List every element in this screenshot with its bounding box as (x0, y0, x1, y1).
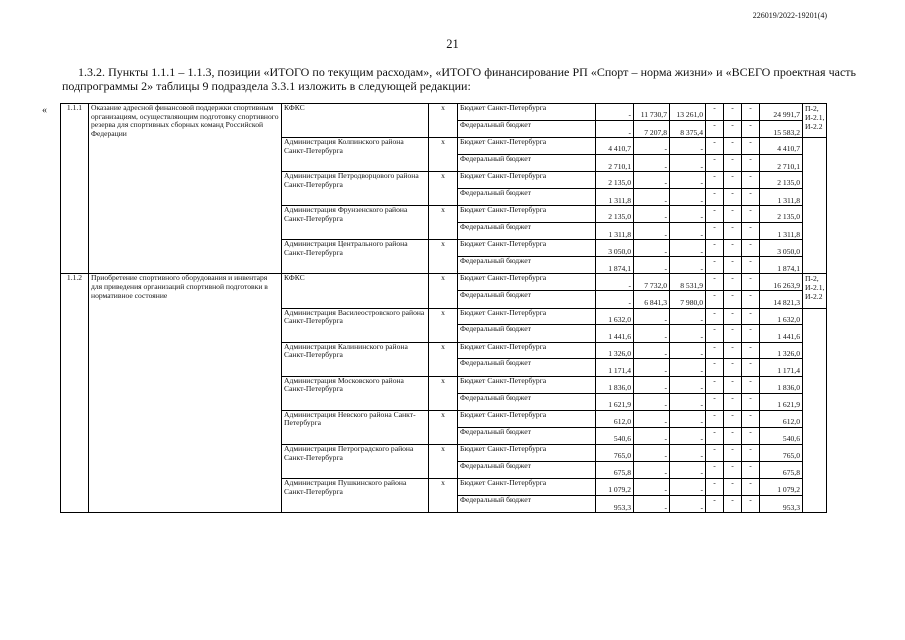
amount-cell: - (634, 479, 670, 496)
amount-cell: - (706, 495, 724, 512)
item-name: Приобретение спортивного оборудования и инвентаря для приведения организаций спортивной подготовки в нормативное состояние (89, 274, 282, 513)
amount-cell: - (742, 410, 760, 427)
amount-cell: - (724, 257, 742, 274)
amount-cell: - (634, 359, 670, 376)
amount-cell: 3 050,0 (596, 240, 634, 257)
amount-cell: - (742, 479, 760, 496)
amount-cell: 2 135,0 (596, 172, 634, 189)
indicator-empty (803, 308, 827, 513)
amount-cell: - (670, 154, 706, 171)
x-mark: x (429, 410, 458, 444)
amount-cell: 1 311,8 (596, 188, 634, 205)
budget-source: Федеральный бюджет (458, 291, 596, 308)
amount-cell: - (670, 223, 706, 240)
amount-cell: - (724, 495, 742, 512)
x-mark: x (429, 308, 458, 342)
amount-cell: - (706, 427, 724, 444)
amount-cell: - (634, 240, 670, 257)
amount-cell: - (634, 393, 670, 410)
executor-name: Администрация Василеостровского района Санкт-Петербурга (282, 308, 429, 342)
amount-cell: - (670, 257, 706, 274)
amount-cell: 1 311,8 (760, 223, 803, 240)
amount-cell: - (724, 274, 742, 291)
amount-cell: - (634, 444, 670, 461)
amount-cell: - (706, 342, 724, 359)
executor-name: Администрация Московского района Санкт-Петербурга (282, 376, 429, 410)
budget-source: Бюджет Санкт-Петербурга (458, 138, 596, 155)
item-number: 1.1.1 (61, 104, 89, 274)
amount-cell: - (706, 257, 724, 274)
amount-cell: 1 079,2 (596, 479, 634, 496)
amount-cell: - (742, 172, 760, 189)
amount-cell: 2 135,0 (760, 206, 803, 223)
amount-cell: - (634, 206, 670, 223)
amount-cell: - (706, 206, 724, 223)
budget-source: Бюджет Санкт-Петербурга (458, 172, 596, 189)
amount-cell: - (742, 257, 760, 274)
amount-cell: - (670, 325, 706, 342)
amount-cell: - (724, 325, 742, 342)
amount-cell: - (706, 104, 724, 121)
x-mark: x (429, 274, 458, 308)
amount-cell: 612,0 (596, 410, 634, 427)
amount-cell: - (724, 359, 742, 376)
amount-cell: - (706, 444, 724, 461)
amount-cell: - (706, 376, 724, 393)
amount-cell: - (742, 495, 760, 512)
amount-cell: - (706, 172, 724, 189)
amount-cell: - (742, 376, 760, 393)
item-name: Оказание адресной финансовой поддержки спортивным организациям, осуществляющим подготовку спортивного резерва для спортивных сборных команд Российской Федерации (89, 104, 282, 274)
amount-cell: - (742, 427, 760, 444)
amount-cell: - (634, 308, 670, 325)
amount-cell: 6 841,3 (634, 291, 670, 308)
amount-cell: - (634, 461, 670, 478)
amount-cell: - (742, 138, 760, 155)
amount-cell: - (634, 410, 670, 427)
amount-cell: 540,6 (596, 427, 634, 444)
amount-cell: - (670, 410, 706, 427)
amount-cell: - (634, 172, 670, 189)
amount-cell: - (724, 342, 742, 359)
budget-source: Федеральный бюджет (458, 120, 596, 137)
executor-name: Администрация Фрунзенского района Санкт-Петербурга (282, 206, 429, 240)
amount-cell: - (706, 359, 724, 376)
amount-cell: - (706, 393, 724, 410)
amount-cell: 2 135,0 (596, 206, 634, 223)
amount-cell: - (724, 461, 742, 478)
indicator-codes: П-2, И-2.1, И-2.2 (803, 104, 827, 138)
amount-cell: 675,8 (596, 461, 634, 478)
budget-source: Бюджет Санкт-Петербурга (458, 104, 596, 121)
amount-cell: 7 980,0 (670, 291, 706, 308)
amount-cell: 2 710,1 (596, 154, 634, 171)
amount-cell: - (706, 120, 724, 137)
amount-cell: - (724, 138, 742, 155)
amount-cell: - (724, 376, 742, 393)
amount-cell: - (670, 427, 706, 444)
amount-cell: 1 621,9 (760, 393, 803, 410)
amount-cell: 8 531,9 (670, 274, 706, 291)
amount-cell: 1 836,0 (760, 376, 803, 393)
amount-cell: 1 621,9 (596, 393, 634, 410)
amount-cell: 1 326,0 (596, 342, 634, 359)
amount-cell: 1 632,0 (760, 308, 803, 325)
executor-name: Администрация Невского района Санкт-Петербурга (282, 410, 429, 444)
amount-cell: - (634, 188, 670, 205)
x-mark: x (429, 479, 458, 513)
amount-cell: 1 441,6 (760, 325, 803, 342)
amount-cell: - (742, 223, 760, 240)
amount-cell: - (724, 410, 742, 427)
budget-source: Бюджет Санкт-Петербурга (458, 479, 596, 496)
amount-cell: 612,0 (760, 410, 803, 427)
amount-cell: - (724, 393, 742, 410)
amount-cell: - (670, 393, 706, 410)
amount-cell: - (706, 188, 724, 205)
amount-cell: - (742, 342, 760, 359)
budget-source: Бюджет Санкт-Петербурга (458, 240, 596, 257)
amount-cell: - (724, 154, 742, 171)
amount-cell: - (706, 154, 724, 171)
amount-cell: - (596, 120, 634, 137)
page-number: 21 (446, 37, 459, 51)
amount-cell: 13 261,0 (670, 104, 706, 121)
amount-cell: - (742, 188, 760, 205)
budget-source: Федеральный бюджет (458, 325, 596, 342)
x-mark: x (429, 342, 458, 376)
amount-cell: 16 263,9 (760, 274, 803, 291)
amount-cell: - (634, 154, 670, 171)
amount-cell: - (670, 240, 706, 257)
amount-cell: 14 821,3 (760, 291, 803, 308)
amount-cell: - (742, 206, 760, 223)
amount-cell: - (742, 240, 760, 257)
executor-name: Администрация Петроградского района Санкт-Петербурга (282, 444, 429, 478)
amount-cell: 24 991,7 (760, 104, 803, 121)
budget-source: Бюджет Санкт-Петербурга (458, 274, 596, 291)
amount-cell: - (670, 376, 706, 393)
amount-cell: - (670, 461, 706, 478)
amount-cell: - (724, 427, 742, 444)
amount-cell: 11 730,7 (634, 104, 670, 121)
amount-cell: 1 874,1 (760, 257, 803, 274)
x-mark: x (429, 240, 458, 274)
amount-cell: 8 375,4 (670, 120, 706, 137)
amount-cell: - (670, 479, 706, 496)
amount-cell: 1 441,6 (596, 325, 634, 342)
amount-cell: - (742, 120, 760, 137)
amount-cell: 953,3 (760, 495, 803, 512)
budget-source: Федеральный бюджет (458, 188, 596, 205)
amount-cell: - (742, 308, 760, 325)
executor-name: КФКС (282, 104, 429, 138)
amount-cell: - (742, 291, 760, 308)
budget-source: Федеральный бюджет (458, 223, 596, 240)
amount-cell: 1 874,1 (596, 257, 634, 274)
amount-cell: - (742, 359, 760, 376)
amount-cell: - (724, 188, 742, 205)
budget-source: Федеральный бюджет (458, 257, 596, 274)
amount-cell: - (670, 188, 706, 205)
amount-cell: 765,0 (596, 444, 634, 461)
amount-cell: 765,0 (760, 444, 803, 461)
x-mark: x (429, 138, 458, 172)
budget-source: Федеральный бюджет (458, 461, 596, 478)
amount-cell: - (670, 444, 706, 461)
amount-cell: - (670, 138, 706, 155)
amount-cell: - (724, 291, 742, 308)
executor-name: Администрация Калининского района Санкт-Петербурга (282, 342, 429, 376)
amount-cell: 7 732,0 (634, 274, 670, 291)
amount-cell: - (742, 444, 760, 461)
executor-name: Администрация Центрального района Санкт-Петербурга (282, 240, 429, 274)
budget-source: Федеральный бюджет (458, 359, 596, 376)
amount-cell: 675,8 (760, 461, 803, 478)
amount-cell: - (706, 223, 724, 240)
amount-cell: - (724, 308, 742, 325)
budget-source: Бюджет Санкт-Петербурга (458, 376, 596, 393)
amount-cell: 1 326,0 (760, 342, 803, 359)
amount-cell: 7 207,8 (634, 120, 670, 137)
amount-cell: - (724, 172, 742, 189)
amount-cell: - (706, 410, 724, 427)
executor-name: КФКС (282, 274, 429, 308)
amount-cell: - (706, 461, 724, 478)
amount-cell: - (724, 206, 742, 223)
x-mark: x (429, 444, 458, 478)
amount-cell: - (596, 274, 634, 291)
amount-cell: - (742, 104, 760, 121)
amount-cell: 2 135,0 (760, 172, 803, 189)
executor-name: Администрация Пушкинского района Санкт-Петербурга (282, 479, 429, 513)
amount-cell: - (634, 257, 670, 274)
amount-cell: - (670, 206, 706, 223)
budget-source: Бюджет Санкт-Петербурга (458, 410, 596, 427)
budget-source: Бюджет Санкт-Петербурга (458, 444, 596, 461)
budget-source: Федеральный бюджет (458, 495, 596, 512)
amount-cell: - (706, 138, 724, 155)
amount-cell: 540,6 (760, 427, 803, 444)
indicator-codes: П-2, И-2.1, И-2.2 (803, 274, 827, 308)
amount-cell: - (634, 223, 670, 240)
amount-cell: 15 583,2 (760, 120, 803, 137)
table-row (61, 274, 827, 291)
amount-cell: - (724, 240, 742, 257)
amount-cell: - (670, 308, 706, 325)
amount-cell: - (706, 240, 724, 257)
amount-cell: - (634, 342, 670, 359)
amount-cell: 2 710,1 (760, 154, 803, 171)
budget-source: Бюджет Санкт-Петербурга (458, 308, 596, 325)
amount-cell: - (670, 172, 706, 189)
amount-cell: - (742, 393, 760, 410)
amount-cell: - (724, 104, 742, 121)
executor-name: Администрация Колпинского района Санкт-Петербурга (282, 138, 429, 172)
amount-cell: 953,3 (596, 495, 634, 512)
executor-name: Администрация Петродворцового района Санкт-Петербурга (282, 172, 429, 206)
x-mark: x (429, 206, 458, 240)
indicator-empty (803, 138, 827, 274)
amount-cell: 4 410,7 (596, 138, 634, 155)
budget-source: Бюджет Санкт-Петербурга (458, 342, 596, 359)
amount-cell: - (670, 359, 706, 376)
amount-cell: 1 836,0 (596, 376, 634, 393)
amount-cell: 1 171,4 (596, 359, 634, 376)
financing-table (60, 103, 827, 513)
amount-cell: - (706, 479, 724, 496)
amount-cell: - (724, 444, 742, 461)
x-mark: x (429, 104, 458, 138)
amount-cell: - (706, 291, 724, 308)
item-number: 1.1.2 (61, 274, 89, 513)
amount-cell: 1 311,8 (596, 223, 634, 240)
amount-cell: - (724, 223, 742, 240)
amount-cell: - (596, 104, 634, 121)
amount-cell: 3 050,0 (760, 240, 803, 257)
amount-cell: - (634, 325, 670, 342)
amount-cell: 1 311,8 (760, 188, 803, 205)
x-mark: x (429, 172, 458, 206)
amount-cell: - (670, 342, 706, 359)
amount-cell: - (634, 376, 670, 393)
amount-cell: - (742, 154, 760, 171)
budget-source: Федеральный бюджет (458, 427, 596, 444)
amount-cell: - (706, 274, 724, 291)
budget-source: Федеральный бюджет (458, 393, 596, 410)
amount-cell: - (706, 308, 724, 325)
amount-cell: 1 171,4 (760, 359, 803, 376)
opening-quote: « (42, 105, 47, 116)
document-id: 226019/2022-19201(4) (752, 11, 827, 20)
amount-cell: - (670, 495, 706, 512)
amount-cell: - (596, 291, 634, 308)
budget-source: Федеральный бюджет (458, 154, 596, 171)
table-row (61, 104, 827, 121)
amount-cell: 1 632,0 (596, 308, 634, 325)
amount-cell: - (742, 461, 760, 478)
amount-cell: 1 079,2 (760, 479, 803, 496)
amount-cell: - (742, 274, 760, 291)
amount-cell: - (634, 427, 670, 444)
amount-cell: - (634, 495, 670, 512)
amount-cell: - (724, 120, 742, 137)
amount-cell: - (724, 479, 742, 496)
intro-paragraph: 1.3.2. Пункты 1.1.1 – 1.1.3, позиции «ИТОГО по текущим расходам», «ИТОГО финансирование РП «Спорт – норма жизни» и «ВСЕГО проектная часть подпрограммы 2» таблицы 9 подраздела 3.3.1 изложить в следующей редакции: (62, 65, 856, 93)
amount-cell: - (706, 325, 724, 342)
amount-cell: 4 410,7 (760, 138, 803, 155)
x-mark: x (429, 376, 458, 410)
budget-source: Бюджет Санкт-Петербурга (458, 206, 596, 223)
amount-cell: - (742, 325, 760, 342)
amount-cell: - (634, 138, 670, 155)
